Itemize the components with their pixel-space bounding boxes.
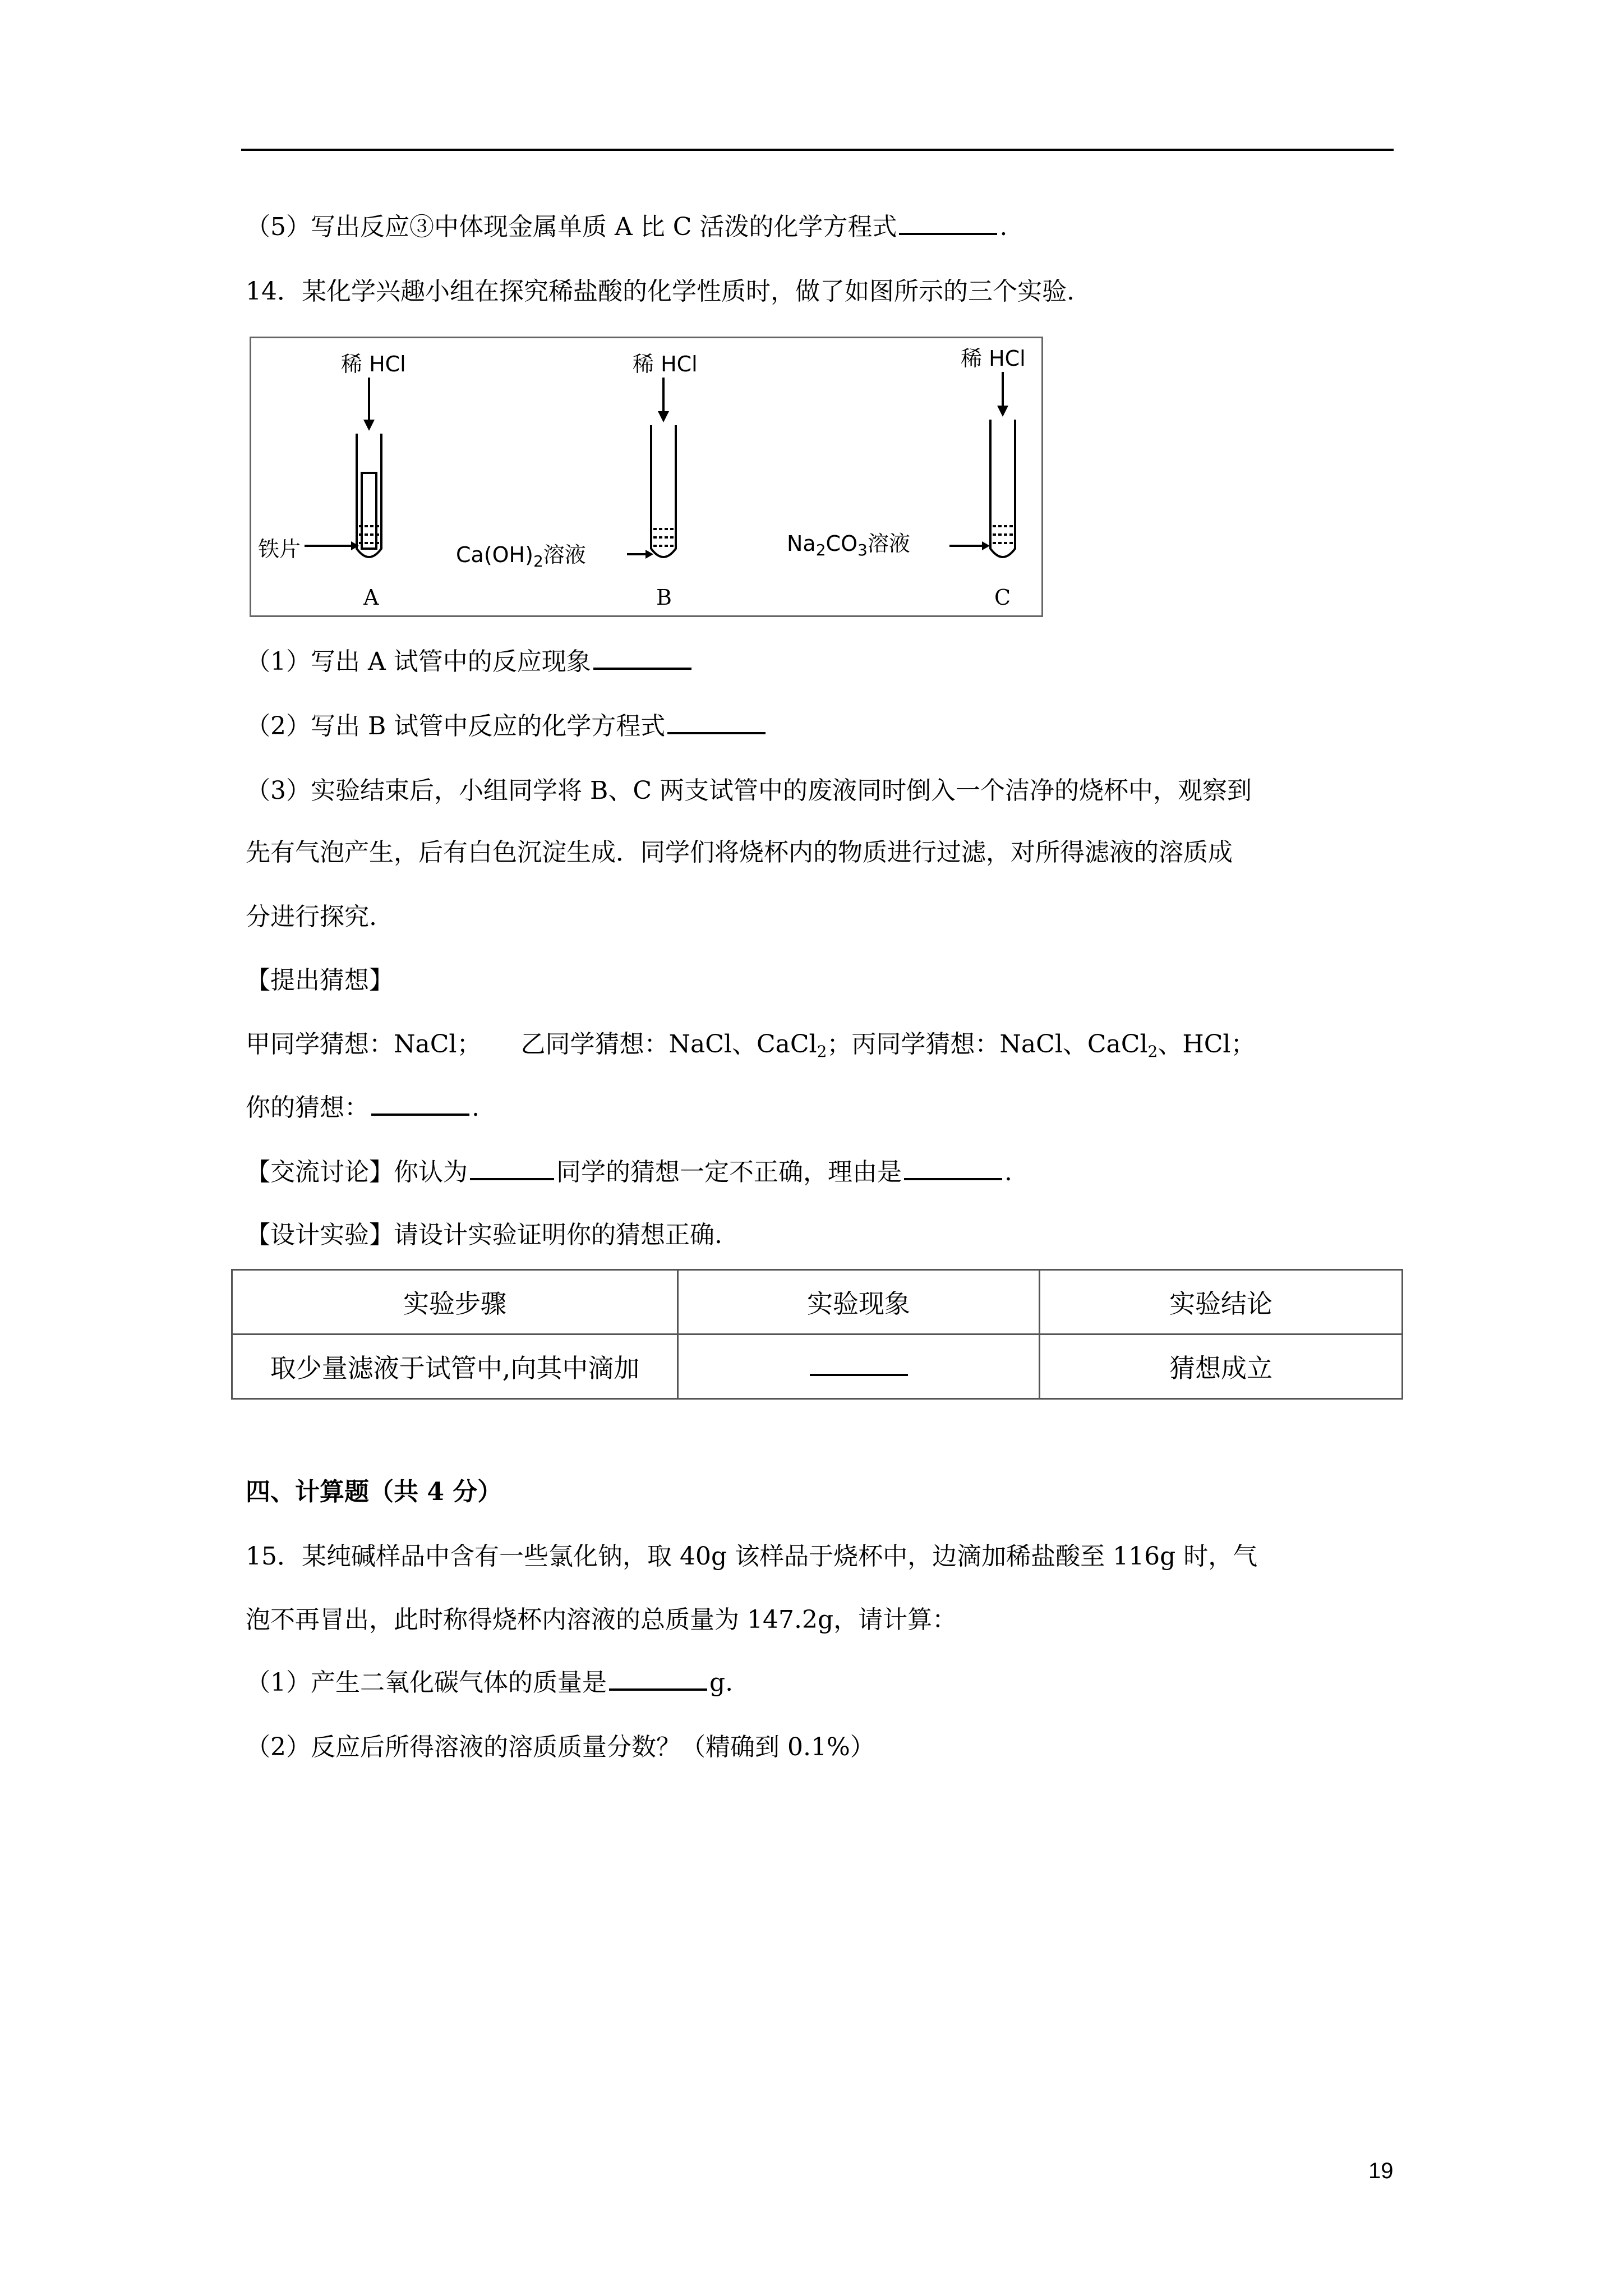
discussion-line: 【交流讨论】你认为 同学的猜想一定不正确，理由是 . xyxy=(246,1156,1012,1189)
test-tubes-drawing xyxy=(251,338,1045,619)
design-line: 【设计实验】请设计实验证明你的猜想正确. xyxy=(246,1221,722,1249)
tube-a-letter: A xyxy=(363,585,379,610)
table-cell: 取少量滤液于试管中,向其中滴加 xyxy=(232,1335,678,1399)
answer-blank[interactable] xyxy=(593,645,691,670)
q15-part1: （1）产生二氧化碳气体的质量是 g. xyxy=(246,1666,733,1700)
tube-b-reagent-label: 稀 HCl xyxy=(633,352,698,376)
tube-b-side-label: $Ca(OH)_2$溶液 xyxy=(456,542,586,570)
table-header: 实验现象 xyxy=(678,1270,1040,1335)
answer-blank[interactable] xyxy=(609,1666,707,1691)
table-row xyxy=(232,1335,1403,1399)
table-header: 实验结论 xyxy=(1039,1270,1402,1335)
experiment-figure xyxy=(250,337,1043,617)
table-header-row xyxy=(232,1270,1403,1335)
q14-part2: （2）写出 B 试管中反应的化学方程式 xyxy=(246,710,768,743)
header-rule xyxy=(241,149,1394,151)
tube-c-side-label: $Na_2CO_3$溶液 xyxy=(787,531,910,559)
answer-blank[interactable] xyxy=(904,1156,1002,1180)
guess-heading: 【提出猜想】 xyxy=(246,966,394,995)
q15-line2: 泡不再冒出，此时称得烧杯内溶液的总质量为 147.2g，请计算： xyxy=(246,1605,957,1634)
q14-part3-line1: （3）实验结束后，小组同学将 B、C 两支试管中的废液同时倒入一个洁净的烧杯中，观察到 xyxy=(246,776,1252,805)
guess-line: 甲同学猜想：NaCl； 乙同学猜想：NaCl、CaCl$_2$；丙同学猜想：NaCl、CaCl$_2$、HCl； xyxy=(246,1030,1256,1061)
table-header: 实验步骤 xyxy=(232,1270,678,1335)
q14-part3-line3: 分进行探究. xyxy=(246,903,377,931)
answer-blank[interactable] xyxy=(810,1351,908,1376)
table-cell: 猜想成立 xyxy=(1039,1335,1402,1399)
q15-part2: （2）反应后所得溶液的溶质质量分数？（精确到 0.1%） xyxy=(246,1733,875,1761)
tube-a-side-label: 铁片 xyxy=(258,537,301,562)
table-cell xyxy=(678,1335,1040,1399)
q14-part3-line2: 先有气泡产生，后有白色沉淀生成．同学们将烧杯内的物质进行过滤，对所得滤液的溶质成 xyxy=(246,838,1233,867)
answer-blank[interactable] xyxy=(371,1091,469,1116)
answer-blank[interactable] xyxy=(667,710,766,734)
your-guess-line: 你的猜想： . xyxy=(246,1091,479,1125)
tube-c-reagent-label: 稀 HCl xyxy=(961,346,1026,371)
tube-a-reagent-label: 稀 HCl xyxy=(341,352,406,376)
answer-blank[interactable] xyxy=(470,1156,554,1180)
q14-stem: 14．某化学兴趣小组在探究稀盐酸的化学性质时，做了如图所示的三个实验. xyxy=(246,277,1075,306)
page-number: 19 xyxy=(1368,2159,1394,2183)
answer-blank[interactable] xyxy=(899,210,997,235)
tube-c-letter: C xyxy=(994,585,1011,610)
experiment-table xyxy=(231,1269,1403,1400)
q14-part1: （1）写出 A 试管中的反应现象 xyxy=(246,645,694,679)
section-heading: 四、计算题（共 4 分） xyxy=(246,1478,502,1506)
tube-b-letter: B xyxy=(656,585,672,610)
q15-line1: 15．某纯碱样品中含有一些氯化钠，取 40g 该样品于烧杯中，边滴加稀盐酸至 116g 时，气 xyxy=(246,1542,1258,1571)
q13-part5: （5）写出反应③中体现金属单质 A 比 C 活泼的化学方程式 . xyxy=(246,210,1007,244)
